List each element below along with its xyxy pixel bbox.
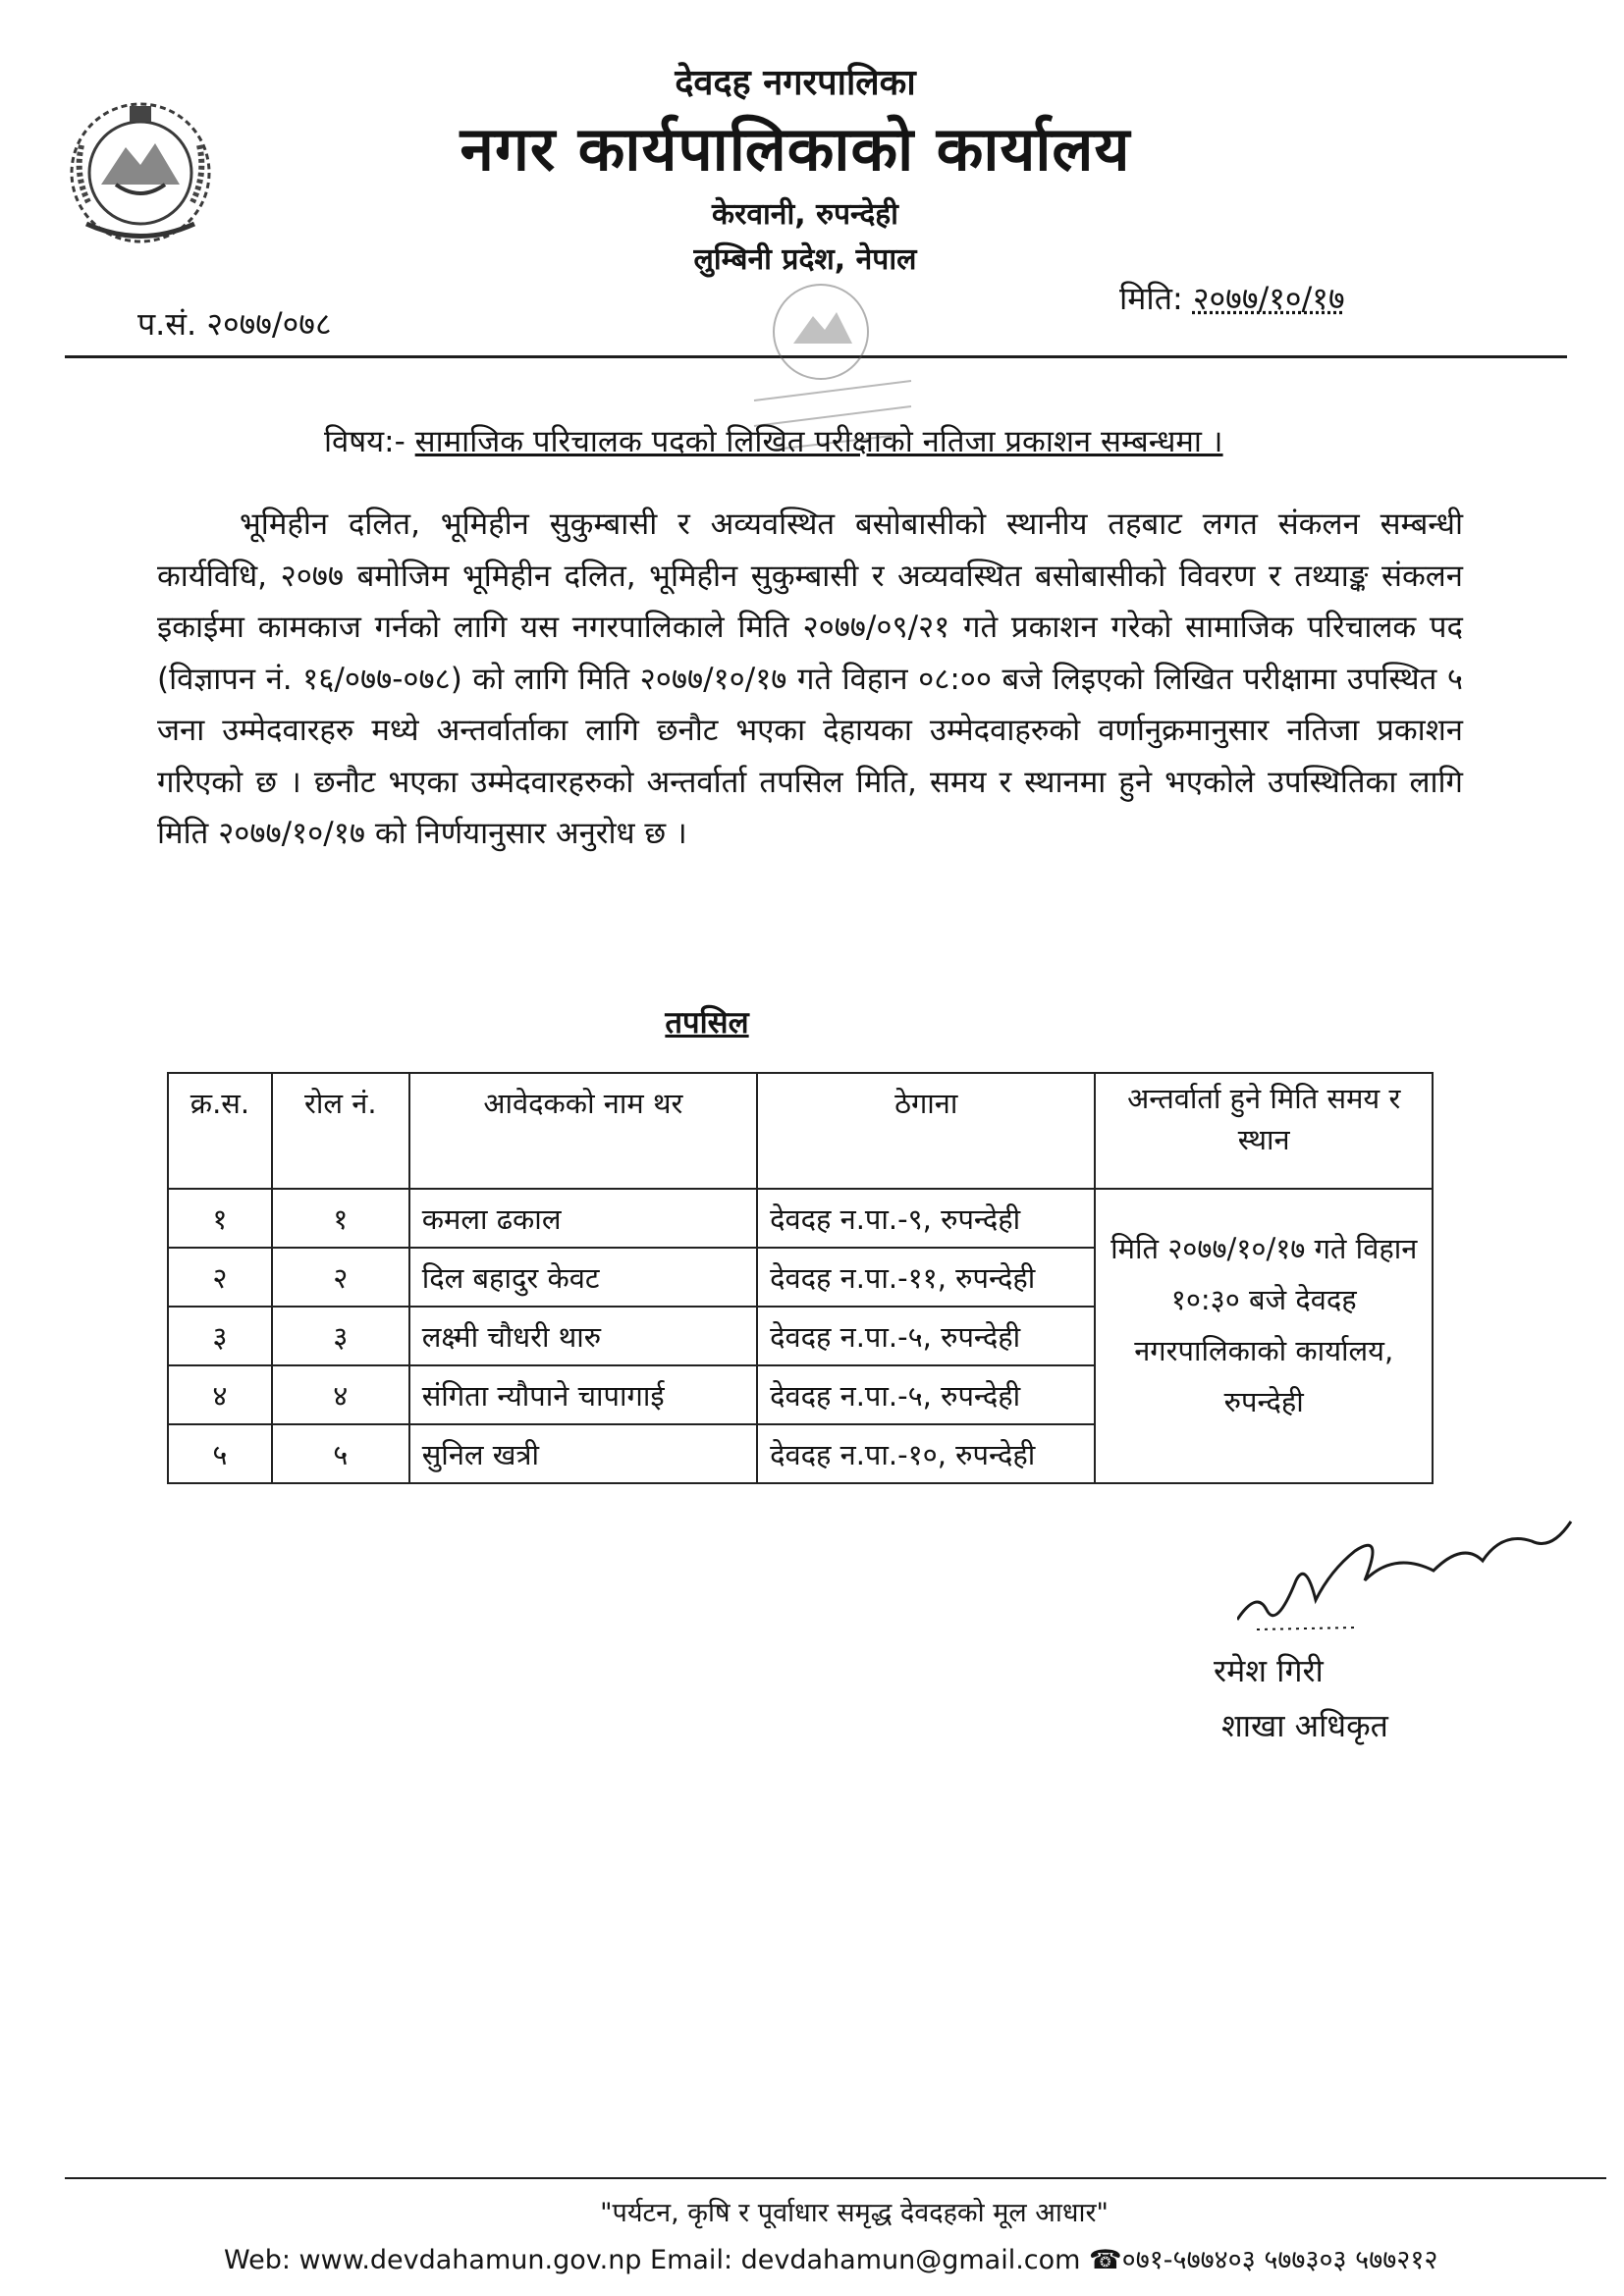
cell-roll: ३ [272, 1307, 409, 1365]
cell-roll: ५ [272, 1424, 409, 1483]
cell-address: देवदह न.पा.-९, रुपन्देही [757, 1189, 1095, 1248]
cell-serial: ४ [168, 1365, 272, 1424]
cell-address: देवदह न.पा.-१०, रुपन्देही [757, 1424, 1095, 1483]
cell-roll: ४ [272, 1365, 409, 1424]
address-line-2: लुम्बिनी प्रदेश, नेपाल [693, 242, 917, 277]
subject-text: सामाजिक परिचालक पदको लिखित परीक्षाको नतिजा प्रकाशन सम्बन्धमा । [414, 424, 1223, 459]
cell-name: दिल बहादुर केवट [409, 1248, 757, 1307]
cell-name: लक्ष्मी चौधरी थारु [409, 1307, 757, 1365]
table-title: तपसिल [665, 1005, 749, 1041]
signatory-name: रमेश गिरी [1214, 1652, 1324, 1689]
footer-divider [65, 2177, 1606, 2179]
signatory-title: शाखा अधिकृत [1221, 1707, 1388, 1744]
municipality-name: देवदह नगरपालिका [675, 63, 916, 103]
table-header-row [168, 1073, 1433, 1189]
table-row [168, 1189, 1433, 1248]
cell-address: देवदह न.पा.-५, रुपन्देही [757, 1365, 1095, 1424]
cell-serial: २ [168, 1248, 272, 1307]
date-value: २०७७/१०/१७ [1192, 280, 1345, 317]
header-interview: अन्तर्वार्ता हुने मिति समय र स्थान [1095, 1073, 1433, 1189]
cell-interview-info: मिति २०७७/१०/१७ गते विहान १०:३० बजे देवदह नगरपालिकाको कार्यालय, रुपन्देही [1095, 1189, 1433, 1483]
header-roll: रोल नं. [272, 1073, 409, 1189]
cell-name: संगिता न्यौपाने चापागाई [409, 1365, 757, 1424]
cell-roll: १ [272, 1189, 409, 1248]
cell-name: सुनिल खत्री [409, 1424, 757, 1483]
reference-value: २०७७/०७८ [206, 305, 332, 343]
nepal-emblem-logo [57, 86, 224, 253]
subject-label: विषय:- [324, 424, 406, 459]
cell-address: देवदह न.पा.-५, रुपन्देही [757, 1307, 1095, 1365]
cell-serial: ३ [168, 1307, 272, 1365]
header-serial: क्र.स. [168, 1073, 272, 1189]
cell-roll: २ [272, 1248, 409, 1307]
header-name: आवेदकको नाम थर [409, 1073, 757, 1189]
date-label: मिति: [1119, 280, 1183, 317]
address-line-1: केरवानी, रुपन्देही [712, 197, 898, 232]
subject-line [324, 420, 1223, 461]
office-title: नगर कार्यपालिकाको कार्यालय [460, 113, 1131, 185]
cell-address: देवदह न.पा.-११, रुपन्देही [757, 1248, 1095, 1307]
candidate-table [167, 1072, 1434, 1484]
cell-name: कमला ढकाल [409, 1189, 757, 1248]
reference-number [137, 302, 332, 345]
footer-motto: "पर्यटन, कृषि र पूर्वाधार समृद्ध देवदहको मूल आधार" [600, 2198, 1109, 2228]
reference-label: प.सं. [137, 305, 197, 343]
footer-contact: Web: www.devdahamun.gov.np Email: devdahamun@gmail.com ☎०७१-५७७४०३ ५७७३०३ ५७७२१२ [224, 2245, 1438, 2275]
header-address: ठेगाना [757, 1073, 1095, 1189]
cell-serial: ५ [168, 1424, 272, 1483]
handwritten-signature [1237, 1512, 1591, 1669]
letter-date [1119, 277, 1345, 319]
cell-serial: १ [168, 1189, 272, 1248]
body-paragraph: भूमिहीन दलित, भूमिहीन सुकुम्बासी र अव्यवस्थित बसोबासीको स्थानीय तहबाट लगत संकलन सम्बन्धी कार्यविधि, २०७७ बमोजिम भूमिहीन दलित, भूमिहीन सुकुम्बासी र अव्यवस्थित बसोबासीको विवरण र तथ्याङ्क संकलन इकाईमा कामकाज गर्नको लागि यस नगरपालिकाले मिति २०७७/०९/२१ गते प्रकाशन गरेको सामाजिक परिचालक पद (विज्ञापन नं. १६/०७७-०७८) को लागि मिति २०७७/१०/१७ गते विहान ०८:०० बजे लिइएको लिखित परीक्षामा उपस्थित ५ जना उम्मेदवारहरु मध्ये अन्तर्वार्ताका लागि छनौट भएका देहायका उम्मेदवाहरुको वर्णानुक्रमानुसार नतिजा प्रकाशन गरिएको छ । छनौट भएका उम्मेदवारहरुको अन्तर्वार्ता तपसिल मिति, समय र स्थानमा हुने भएकोले उपस्थितिका लागि मिति २०७७/१०/१७ को निर्णयानुसार अनुरोध छ । [157, 507, 1463, 851]
